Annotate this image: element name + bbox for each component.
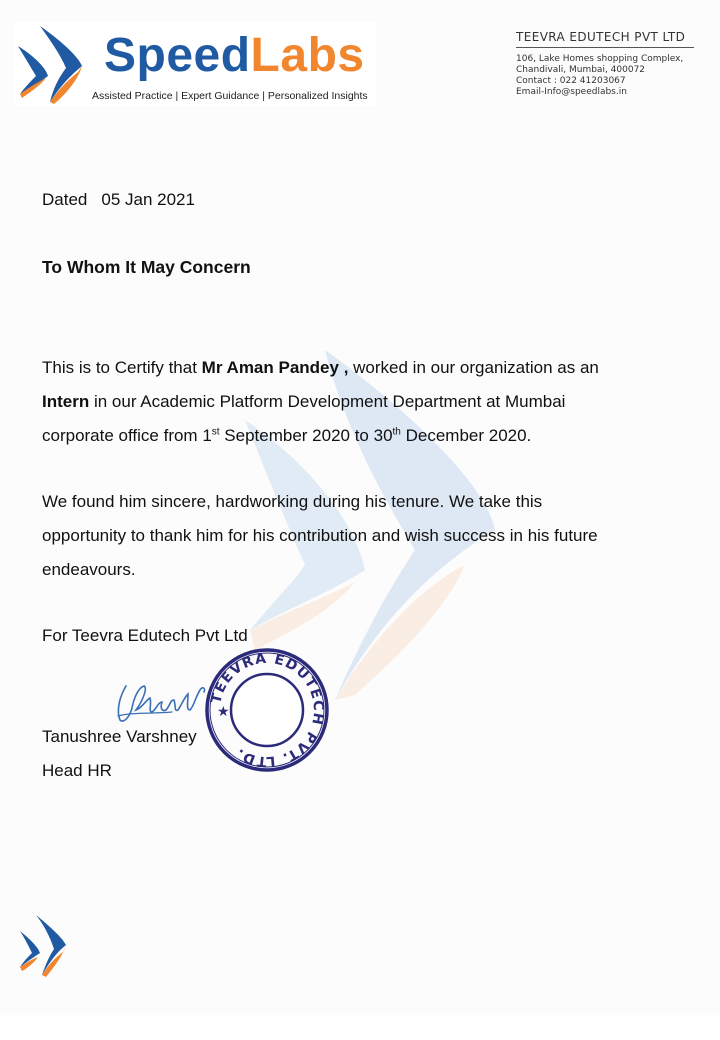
- appreciation-paragraph: We found him sincere, hardworking during his tenure. We take this opportunity to thank him for his contribution and wish success in his future endeavours.: [42, 492, 598, 579]
- letter-date: [42, 183, 195, 217]
- contact-email: Email-Info@speedlabs.in: [516, 87, 627, 97]
- employee-name: Mr Aman Pandey ,: [201, 358, 349, 377]
- svg-text:★: ★: [217, 704, 230, 720]
- date-value: 05 Jan 2021: [101, 190, 195, 209]
- company-seal-stamp: [203, 646, 331, 774]
- speedlabs-logo: [14, 22, 376, 106]
- contact-number: Contact : 022 41203067: [516, 76, 626, 86]
- dated-label: Dated: [42, 190, 88, 209]
- address-line-1: 106, Lake Homes shopping Complex,: [516, 54, 684, 64]
- speedlabs-wordmark: SpeedLabs: [104, 29, 365, 82]
- footer-speedlabs-icon: [18, 913, 70, 977]
- employee-role: Intern: [42, 392, 90, 411]
- company-signoff: For Teevra Edutech Pvt Ltd: [42, 626, 248, 645]
- certificate-paragraph: This is to Certify that Mr Aman Pandey , worked in our organization as an Intern in our Academic Platform Development Department at Mumbai corporate office from 1st September 2020 to 30th December 2020.: [42, 358, 599, 445]
- company-address-block: [516, 30, 694, 98]
- company-name: TEEVRA EDUTECH PVT LTD: [516, 30, 694, 48]
- address-line-2: Chandivali, Mumbai, 400072: [516, 65, 646, 75]
- signatory-name: Tanushree Varshney: [42, 727, 197, 746]
- signatory-title: Head HR: [42, 761, 112, 780]
- letter-subject: To Whom It May Concern: [42, 257, 251, 277]
- logo-tagline: Assisted Practice | Expert Guidance | Personalized Insights: [92, 90, 368, 102]
- speedlabs-chevron-icon: [16, 24, 94, 104]
- svg-text:TEEVRA EDUTECH PVT. LTD.: TEEVRA EDUTECH PVT. LTD.: [208, 650, 327, 770]
